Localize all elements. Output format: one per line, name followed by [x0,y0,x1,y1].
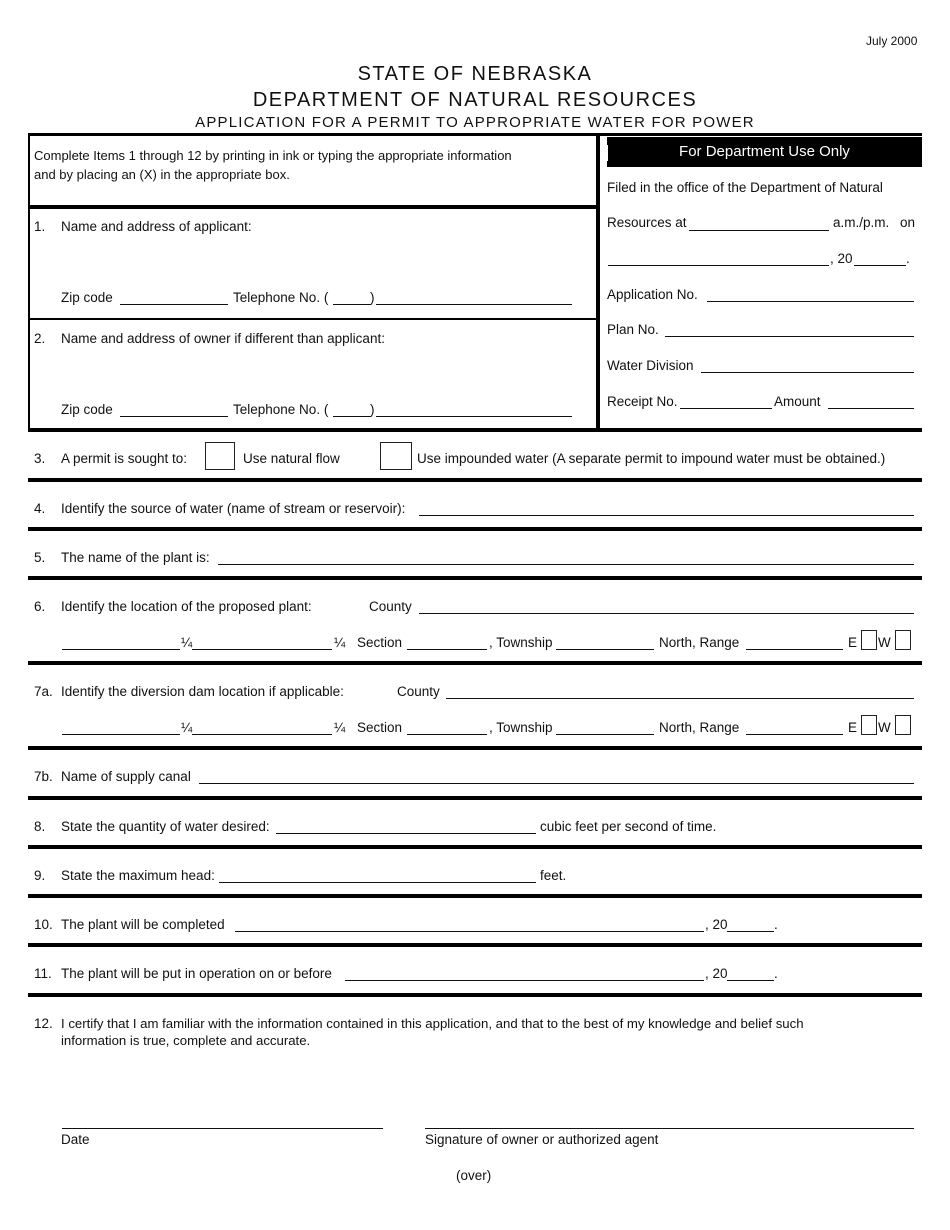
item-2-zip-field[interactable] [120,416,228,417]
item-6-section-field[interactable] [407,649,487,650]
form-date: July 2000 [866,34,918,48]
item-8-unit: cubic feet per second of time. [540,819,717,834]
item-1-area-code-field[interactable] [333,304,371,305]
item-3-number: 3. [34,451,46,466]
item-8-label: State the quantity of water desired: [61,819,270,834]
item-6-quarter1-field[interactable] [62,649,180,650]
item-7a-e-label: E [848,720,858,735]
instructions-line1: Complete Items 1 through 12 by printing in ink or typing the appropriate information [34,148,512,163]
item-2-number: 2. [34,331,46,346]
item-6-county-field[interactable] [419,613,914,614]
rule-after-3 [28,478,922,482]
item-4-label: Identify the source of water (name of stream or reservoir): [61,501,406,516]
item-7a-county-field[interactable] [446,698,914,699]
item-6-quarter2-symbol: ¼ [334,635,346,650]
item-7b-label: Name of supply canal [61,769,191,784]
maximum-head-field[interactable] [219,882,536,883]
item-2-zip-label: Zip code [61,402,113,417]
filed-time-field[interactable] [689,230,829,231]
receipt-no-field[interactable] [680,408,772,409]
water-division-label: Water Division [607,358,694,373]
item-10-label: The plant will be completed [61,917,225,932]
item-8-number: 8. [34,819,46,834]
item-2-tel-label: Telephone No. ( [233,402,329,417]
impounded-water-checkbox[interactable] [380,442,412,470]
item-5-label: The name of the plant is: [61,550,210,565]
item-1-zip-label: Zip code [61,290,113,305]
rule-after-6 [28,661,922,665]
water-division-field[interactable] [701,372,914,373]
item-7a-quarter2-symbol: ¼ [334,720,346,735]
item-3-label: A permit is sought to: [61,451,188,466]
item-7a-range-field[interactable] [746,734,843,735]
water-source-field[interactable] [419,515,914,516]
item-2-label: Name and address of owner if different than applicant: [61,331,385,346]
department-use-header: For Department Use Only [607,137,922,167]
plan-no-label: Plan No. [607,322,659,337]
filed-period: . [906,251,910,266]
item-6-quarter2-field[interactable] [192,649,332,650]
item-10-period: . [774,917,778,932]
item-6-east-checkbox[interactable] [861,630,877,650]
item-6-label: Identify the location of the proposed plant: [61,599,312,614]
item-12-number: 12. [34,1016,53,1031]
item-12-line2: information is true, complete and accurate. [61,1033,311,1048]
application-no-label: Application No. [607,287,698,302]
item-1-number: 1. [34,219,46,234]
filed-year-field[interactable] [854,265,906,266]
filed-text: Filed in the office of the Department of Natural [607,180,883,195]
instructions-rule [28,205,598,209]
instructions-line2: and by placing an (X) in the appropriate box. [34,167,290,182]
item-6-w-label: W [878,635,891,650]
item-7a-quarter1-symbol: ¼ [181,720,193,735]
rule-after-5 [28,576,922,580]
item-10-number: 10. [34,917,53,932]
item-9-label: State the maximum head: [61,868,215,883]
over-label: (over) [456,1168,492,1183]
item-7a-range-label: North, Range [659,720,740,735]
item-12-line1: I certify that I am familiar with the information contained in this application, and that to the best of my knowledge and belief such [61,1016,804,1031]
completion-year-field[interactable] [727,931,774,932]
rule-after-11 [28,993,922,997]
top-rule [28,133,922,136]
item-5-number: 5. [34,550,46,565]
signature-field[interactable] [425,1128,914,1129]
item-7b-number: 7b. [34,769,53,784]
item-1-label: Name and address of applicant: [61,219,252,234]
filed-date-field[interactable] [608,265,829,266]
item-7a-west-checkbox[interactable] [895,715,911,735]
item-4-number: 4. [34,501,46,516]
supply-canal-field[interactable] [199,783,914,784]
item-1-zip-field[interactable] [120,304,228,305]
item-11-period: . [774,966,778,981]
form-title: APPLICATION FOR A PERMIT TO APPROPRIATE WATER FOR POWER [195,114,755,131]
date-label: Date [61,1132,90,1147]
plan-no-field[interactable] [665,336,914,337]
item-7a-township-field[interactable] [556,734,654,735]
item-6-township-label: , Township [489,635,553,650]
item-2-area-code-field[interactable] [333,416,371,417]
rule-after-10 [28,943,922,947]
date-signature-field[interactable] [62,1128,383,1129]
resources-at-label: Resources at [607,215,687,230]
left-border [28,133,30,429]
operation-date-field[interactable] [345,980,704,981]
item-6-e-label: E [848,635,858,650]
department-title: DEPARTMENT OF NATURAL RESOURCES [252,89,698,111]
natural-flow-checkbox[interactable] [205,442,235,470]
ampm-label: a.m./p.m. [833,215,890,230]
rule-after-7a [28,746,922,750]
item-7a-w-label: W [878,720,891,735]
item-2-tel-field[interactable] [376,416,572,417]
item-6-section-label: Section [357,635,403,650]
item-7a-quarter2-field[interactable] [192,734,332,735]
item-11-label: The plant will be put in operation on or before [61,966,332,981]
amount-field[interactable] [828,408,914,409]
item-7a-county-label: County [397,684,440,699]
item-11-year-prefix: , 20 [705,966,728,981]
filed-year-prefix: , 20 [830,251,853,266]
water-quantity-field[interactable] [276,833,536,834]
plant-name-field[interactable] [218,564,914,565]
item-1-rule [28,318,598,320]
item-7a-township-label: , Township [489,720,553,735]
item-6-range-field[interactable] [746,649,843,650]
center-divider [596,133,600,429]
state-title: STATE OF NEBRASKA [357,63,593,85]
item-11-number: 11. [34,966,52,981]
amount-label: Amount [774,394,821,409]
operation-year-field[interactable] [727,980,774,981]
item-7a-section-field[interactable] [407,734,487,735]
item-6-number: 6. [34,599,46,614]
item-7a-quarter1-field[interactable] [62,734,180,735]
item-7a-section-label: Section [357,720,403,735]
item-10-year-prefix: , 20 [705,917,728,932]
item-6-quarter1-symbol: ¼ [181,635,193,650]
item-1-tel-close: ) [370,290,375,305]
rule-after-2 [28,428,922,432]
item-1-tel-label: Telephone No. ( [233,290,329,305]
item-1-tel-field[interactable] [376,304,572,305]
rule-after-9 [28,894,922,898]
rule-after-8 [28,845,922,849]
impounded-water-label: Use impounded water (A separate permit to impound water must be obtained.) [417,451,886,466]
item-7a-label: Identify the diversion dam location if applicable: [61,684,344,699]
item-9-number: 9. [34,868,46,883]
completion-date-field[interactable] [235,931,704,932]
item-7a-east-checkbox[interactable] [861,715,877,735]
item-6-township-field[interactable] [556,649,654,650]
rule-after-4 [28,527,922,531]
item-9-unit: feet. [540,868,567,883]
item-6-west-checkbox[interactable] [895,630,911,650]
natural-flow-label: Use natural flow [243,451,340,466]
item-7a-number: 7a. [34,684,53,699]
receipt-no-label: Receipt No. [607,394,678,409]
item-6-range-label: North, Range [659,635,740,650]
rule-after-7b [28,796,922,800]
signature-label: Signature of owner or authorized agent [425,1132,659,1147]
on-label: on [900,215,916,230]
application-no-field[interactable] [707,301,914,302]
item-2-tel-close: ) [370,402,375,417]
item-6-county-label: County [369,599,412,614]
